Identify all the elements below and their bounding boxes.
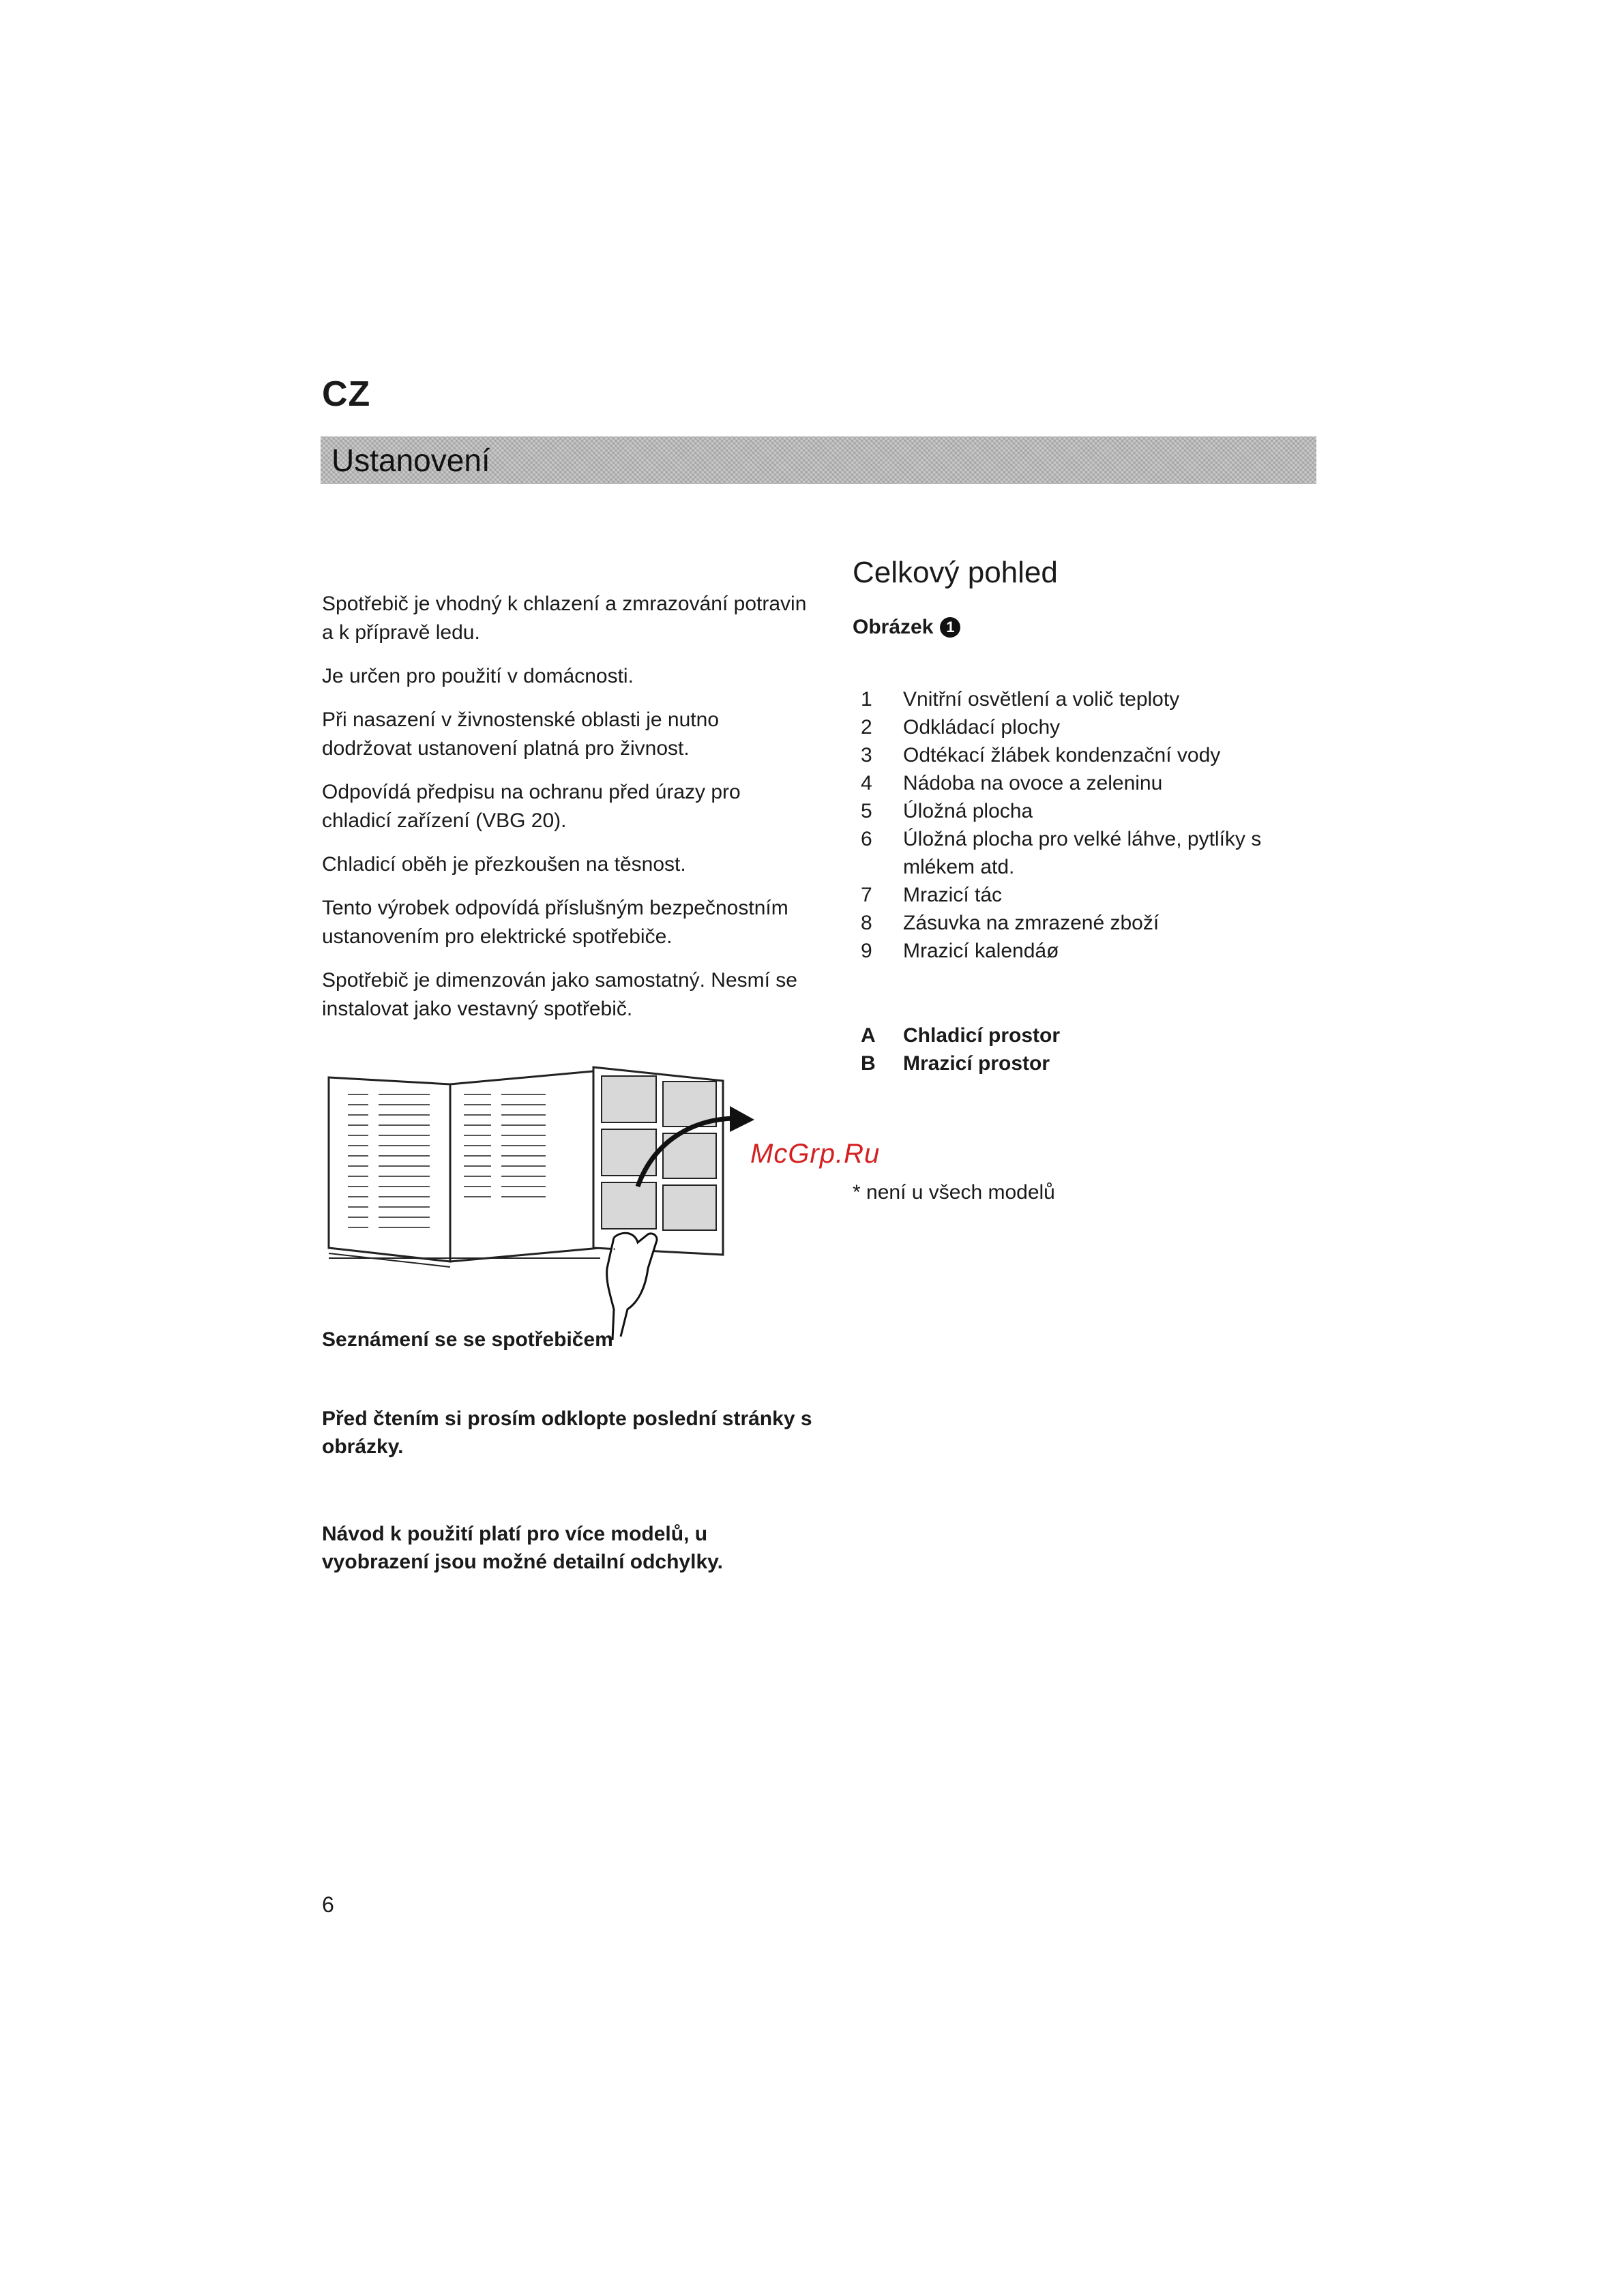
intro-paragraph: Odpovídá předpisu na ochranu před úrazy pro chladicí zařízení (VBG 20). xyxy=(322,781,741,832)
list-item: 7 Mrazicí tác xyxy=(861,884,1003,906)
figure-number-badge: 1 xyxy=(940,617,960,638)
list-item: B Mrazicí prostor xyxy=(861,1052,1050,1075)
notice-models: Návod k použití platí pro více modelů, u vyobrazení jsou možné detailní odchylky. xyxy=(322,1523,723,1573)
intro-paragraph: Chladicí oběh je přezkoušen na těsnost. xyxy=(322,853,686,876)
figure-label: Obrázek xyxy=(853,616,934,638)
section-banner xyxy=(321,436,1316,484)
figure-reference xyxy=(853,616,1330,639)
overview-header xyxy=(853,556,1330,639)
watermark: McGrp.Ru xyxy=(750,1139,881,1169)
list-item: 3 Odtékací žlábek kondenzační vody xyxy=(861,744,1221,766)
intro-paragraph: Je určen pro použití v domácnosti. xyxy=(322,665,634,687)
intro-paragraph: Při nasazení v živnostenské oblasti je nutno dodržovat ustanovení platná pro živnost. xyxy=(322,709,719,760)
compartment-list xyxy=(861,1022,1312,1077)
page-number: 6 xyxy=(322,1892,334,1917)
language-code: CZ xyxy=(322,374,371,414)
notice-fold-out: Před čtením si prosím odklopte poslední stránky s obrázky. xyxy=(322,1407,812,1458)
intro-paragraph: Spotřebič je vhodný k chlazení a zmrazování potravin a k přípravě ledu. xyxy=(322,593,807,644)
intro-paragraph: Tento výrobek odpovídá příslušným bezpečnostním ustanovením pro elektrické spotřebiče. xyxy=(322,897,788,948)
list-item: 2 Odkládací plochy xyxy=(861,716,1061,739)
footnote: * není u všech modelů xyxy=(853,1181,1055,1204)
overview-heading: Celkový pohled xyxy=(853,556,1058,589)
list-item: 6 Úložná plocha pro velké láhve, pytlíky s mlékem atd. xyxy=(861,828,1262,878)
list-item: 8 Zásuvka na zmrazené zboží xyxy=(861,912,1160,934)
list-item: 1 Vnitřní osvětlení a volič teploty xyxy=(861,688,1180,711)
list-item: 4 Nádoba na ovoce a zeleninu xyxy=(861,772,1163,794)
list-item: 9 Mrazicí kalendáø xyxy=(861,940,1059,962)
section-title: Ustanovení xyxy=(331,443,490,478)
list-item: 5 Úložná plocha xyxy=(861,800,1033,822)
parts-list xyxy=(861,685,1312,965)
manual-unfold-illustration xyxy=(327,1064,778,1350)
intro-text xyxy=(322,590,813,1039)
list-item: A Chladicí prostor xyxy=(861,1024,1061,1047)
intro-paragraph: Spotřebič je dimenzován jako samostatný. Nesmí se instalovat jako vestavný spotřebič. xyxy=(322,969,797,1020)
illustration-caption: Seznámení se se spotřebičem xyxy=(322,1328,613,1351)
